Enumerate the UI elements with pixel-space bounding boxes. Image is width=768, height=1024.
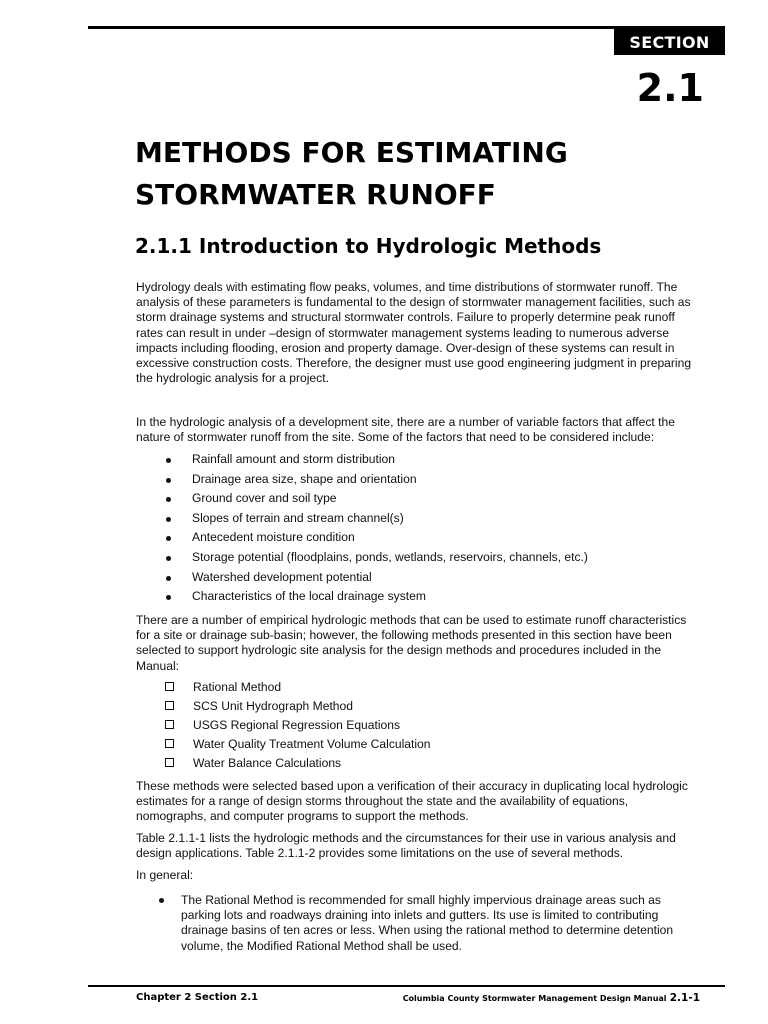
list-item bbox=[165, 697, 431, 716]
list-item: Antecedent moisture condition bbox=[164, 528, 588, 548]
methods-list bbox=[165, 678, 431, 772]
title-line: METHODS FOR ESTIMATING bbox=[135, 136, 568, 169]
list-item: Storage potential (floodplains, ponds, wetlands, reservoirs, channels, etc.) bbox=[164, 548, 588, 568]
checkbox-icon bbox=[165, 701, 174, 710]
footer-manual bbox=[403, 992, 700, 1004]
list-item bbox=[165, 716, 431, 735]
paragraph-methods-intro: There are a number of empirical hydrologic methods that can be used to estimate runoff characteristics for a site or drainage sub-basin; however, the following methods presented in this section have been selected to support hydrologic site analysis for the design methods and procedures included in the Manual: bbox=[136, 613, 687, 673]
list-item: Characteristics of the local drainage system bbox=[164, 587, 588, 607]
method-label: Water Quality Treatment Volume Calculation bbox=[193, 736, 431, 751]
method-label: USGS Regional Regression Equations bbox=[193, 717, 401, 732]
checkbox-icon bbox=[165, 739, 174, 748]
method-label: Water Balance Calculations bbox=[193, 755, 342, 770]
footer-manual-title: Columbia County Stormwater Management Design Manual bbox=[402, 994, 667, 1003]
list-item: Ground cover and soil type bbox=[164, 489, 588, 509]
checkbox-icon bbox=[165, 758, 174, 767]
list-item: Rainfall amount and storm distribution bbox=[164, 450, 588, 470]
paragraph-tables: Table 2.1.1-1 lists the hydrologic methods and the circumstances for their use in various analysis and design applications. Table 2.1.1-2 provides some limitations on the use of several methods. bbox=[136, 831, 676, 861]
list-item bbox=[165, 678, 431, 697]
list-item bbox=[165, 754, 431, 773]
section-number: 2.1 bbox=[636, 66, 704, 110]
method-label: Rational Method bbox=[193, 680, 282, 694]
footer-rule bbox=[88, 985, 725, 987]
paragraph-in-general: In general: bbox=[136, 868, 194, 882]
paragraph-hydrology: Hydrology deals with estimating flow peaks, volumes, and time distributions of stormwater runoff. The analysis of these parameters is fundamental to the design of stormwater management facilities, such as storm drainage systems and structural stormwater controls. Failure to properly determine peak runoff rates can result in under –design of stormwater management systems leading to numerous adverse impacts including flooding, erosion and property damage. Over-design of these systems can result in excessive construction costs. Therefore, the designer must use good engineering judgment in preparing the hydrologic analysis for a project. bbox=[136, 280, 692, 386]
general-list-item bbox=[159, 893, 699, 954]
page-number: 2.1-1 bbox=[669, 992, 700, 1004]
footer-chapter: Chapter 2 Section 2.1 bbox=[136, 992, 259, 1003]
list-item: Watershed development potential bbox=[164, 568, 588, 588]
checkbox-icon bbox=[165, 682, 174, 691]
list-item: Slopes of terrain and stream channel(s) bbox=[164, 509, 588, 529]
page-title bbox=[135, 132, 695, 216]
bullet-icon bbox=[159, 898, 164, 903]
subsection-heading: 2.1.1 Introduction to Hydrologic Methods bbox=[135, 234, 602, 258]
checkbox-icon bbox=[165, 720, 174, 729]
section-label: SECTION bbox=[614, 29, 725, 55]
paragraph-factors-intro: In the hydrologic analysis of a development site, there are a number of variable factors that affect the nature of stormwater runoff from the site. Some of the factors that need to be considered include: bbox=[136, 415, 675, 445]
list-item: Drainage area size, shape and orientation bbox=[164, 470, 588, 490]
title-line: STORMWATER RUNOFF bbox=[135, 178, 496, 211]
general-item-text: The Rational Method is recommended for small highly impervious drainage areas such as parking lots and roadways draining into inlets and gutters. Its use is limited to contributing drainage basins of ten acres or less. When using the rational method to determine detention volume, the Modified Rational Method shall be used. bbox=[181, 893, 674, 953]
method-label: SCS Unit Hydrograph Method bbox=[193, 698, 353, 713]
factors-list bbox=[164, 450, 588, 607]
list-item bbox=[165, 735, 431, 754]
paragraph-selection: These methods were selected based upon a verification of their accuracy in duplicating local hydrologic estimates for a range of design storms throughout the state and the availability of equations, nomographs, and computer programs to support the methods. bbox=[136, 779, 688, 824]
